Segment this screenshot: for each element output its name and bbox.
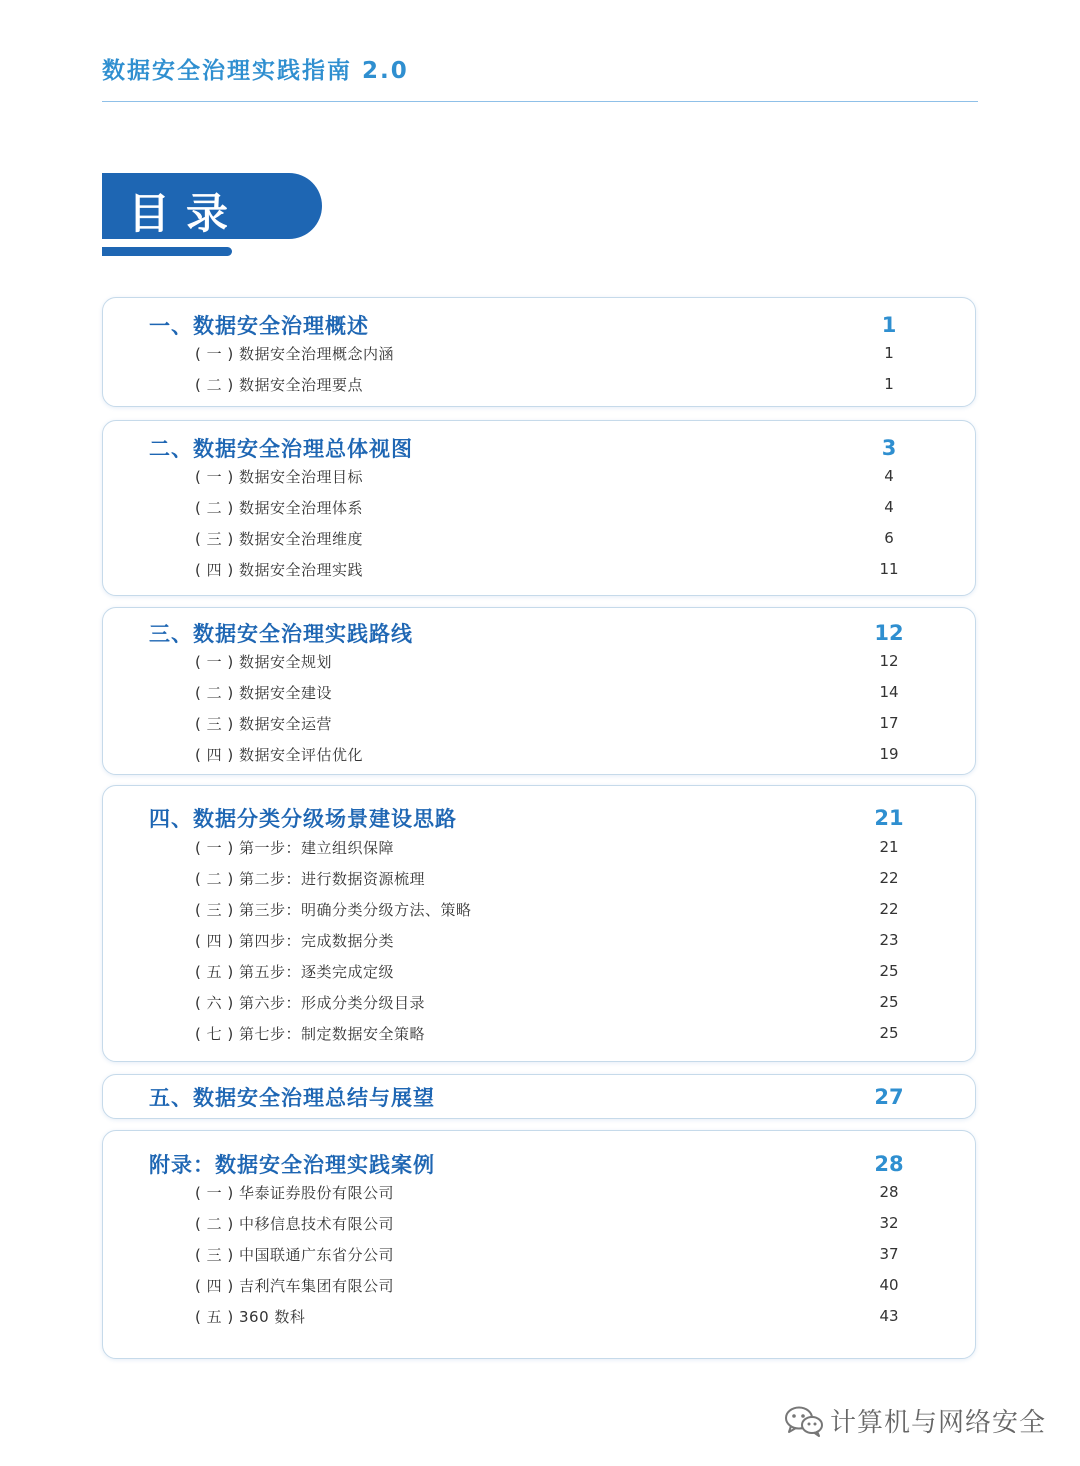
watermark-text: 计算机与网络安全	[830, 1408, 1047, 1438]
toc-entry[interactable]	[149, 1149, 909, 1179]
toc-section-2	[102, 420, 976, 596]
subentry-page-number: 43	[879, 1307, 899, 1325]
doc-title: 数据安全治理实践指南 2.0	[102, 58, 409, 84]
subentry-page-number: 22	[879, 869, 899, 887]
subentry-title: ( 二 ) 数据安全治理要点	[195, 375, 364, 394]
subentry-title: ( 一 ) 数据安全治理概念内涵	[195, 344, 395, 363]
toc-subentry[interactable]	[195, 342, 909, 364]
subentry-title: ( 四 ) 数据安全治理实践	[195, 560, 364, 579]
toc-section-4	[102, 785, 976, 1062]
toc-subentry[interactable]	[195, 743, 909, 765]
toc-entry[interactable]	[149, 1082, 909, 1112]
toc-subentry[interactable]	[195, 496, 909, 518]
subentry-page-number: 21	[879, 838, 899, 856]
subentry-title: ( 一 ) 第一步：建立组织保障	[195, 838, 395, 857]
subentry-title: ( 三 ) 第三步：明确分类分级方法、策略	[195, 900, 472, 919]
toc-subentry[interactable]	[195, 558, 909, 580]
subentry-title: ( 一 ) 华泰证券股份有限公司	[195, 1183, 395, 1202]
subentry-title: ( 二 ) 数据安全治理体系	[195, 498, 364, 517]
subentry-title: ( 四 ) 第四步：完成数据分类	[195, 931, 395, 950]
toc-subentry[interactable]	[195, 991, 909, 1013]
toc-entry[interactable]	[149, 433, 909, 463]
section-page-number: 28	[874, 1152, 904, 1176]
toc-subentry[interactable]	[195, 1181, 909, 1203]
section-page-number: 1	[881, 313, 897, 337]
subentry-page-number: 25	[879, 1024, 899, 1042]
subentry-title: ( 四 ) 吉利汽车集团有限公司	[195, 1276, 395, 1295]
subentry-page-number: 14	[879, 683, 899, 701]
subentry-page-number: 4	[884, 467, 894, 485]
toc-entry[interactable]	[149, 310, 909, 340]
section-title: 五、数据安全治理总结与展望	[149, 1086, 435, 1110]
toc-subentry[interactable]	[195, 867, 909, 889]
subentry-page-number: 17	[879, 714, 899, 732]
subentry-page-number: 11	[879, 560, 899, 578]
toc-subentry[interactable]	[195, 929, 909, 951]
subentry-page-number: 23	[879, 931, 899, 949]
subentry-page-number: 22	[879, 900, 899, 918]
toc-heading: 目录	[128, 189, 245, 238]
section-page-number: 21	[874, 806, 904, 830]
toc-subentry[interactable]	[195, 960, 909, 982]
subentry-title: ( 五 ) 360 数科	[195, 1307, 306, 1326]
wechat-icon	[784, 1405, 824, 1437]
subentry-page-number: 1	[884, 375, 894, 393]
subentry-page-number: 19	[879, 745, 899, 763]
watermark	[784, 1402, 1046, 1439]
toc-subentry[interactable]	[195, 1212, 909, 1234]
toc-subentry[interactable]	[195, 712, 909, 734]
toc-banner	[102, 173, 322, 239]
toc-subentry[interactable]	[195, 1243, 909, 1265]
toc-section-1	[102, 297, 976, 407]
section-title: 二、数据安全治理总体视图	[149, 437, 413, 461]
subentry-page-number: 6	[884, 529, 894, 547]
section-page-number: 12	[874, 621, 904, 645]
toc-subentry[interactable]	[195, 527, 909, 549]
subentry-title: ( 五 ) 第五步：逐类完成定级	[195, 962, 395, 981]
toc-subentry[interactable]	[195, 373, 909, 395]
subentry-title: ( 一 ) 数据安全规划	[195, 652, 333, 671]
section-page-number: 27	[874, 1085, 904, 1109]
toc-section-5	[102, 1074, 976, 1119]
subentry-title: ( 二 ) 第二步：进行数据资源梳理	[195, 869, 426, 888]
section-page-number: 3	[881, 436, 897, 460]
subentry-title: ( 二 ) 中移信息技术有限公司	[195, 1214, 395, 1233]
subentry-page-number: 12	[879, 652, 899, 670]
section-title: 三、数据安全治理实践路线	[149, 622, 413, 646]
toc-section-appendix	[102, 1130, 976, 1359]
toc-subentry[interactable]	[195, 681, 909, 703]
toc-subentry[interactable]	[195, 465, 909, 487]
toc-subentry[interactable]	[195, 898, 909, 920]
subentry-title: ( 一 ) 数据安全治理目标	[195, 467, 364, 486]
section-title: 四、数据分类分级场景建设思路	[149, 807, 457, 831]
toc-banner-underline	[102, 247, 232, 256]
toc-entry[interactable]	[149, 618, 909, 648]
section-title: 附录：数据安全治理实践案例	[149, 1153, 435, 1177]
toc-subentry[interactable]	[195, 650, 909, 672]
toc-subentry[interactable]	[195, 836, 909, 858]
subentry-title: ( 六 ) 第六步：形成分类分级目录	[195, 993, 426, 1012]
subentry-page-number: 25	[879, 962, 899, 980]
subentry-title: ( 二 ) 数据安全建设	[195, 683, 333, 702]
subentry-title: ( 三 ) 中国联通广东省分公司	[195, 1245, 395, 1264]
toc-section-3	[102, 607, 976, 775]
subentry-page-number: 4	[884, 498, 894, 516]
subentry-page-number: 37	[879, 1245, 899, 1263]
subentry-page-number: 28	[879, 1183, 899, 1201]
subentry-page-number: 32	[879, 1214, 899, 1232]
header-divider	[102, 101, 978, 102]
subentry-page-number: 40	[879, 1276, 899, 1294]
subentry-title: ( 四 ) 数据安全评估优化	[195, 745, 364, 764]
subentry-page-number: 1	[884, 344, 894, 362]
subentry-title: ( 七 ) 第七步：制定数据安全策略	[195, 1024, 426, 1043]
subentry-title: ( 三 ) 数据安全治理维度	[195, 529, 364, 548]
section-title: 一、数据安全治理概述	[149, 314, 369, 338]
toc-subentry[interactable]	[195, 1022, 909, 1044]
toc-subentry[interactable]	[195, 1274, 909, 1296]
toc-entry[interactable]	[149, 803, 909, 833]
subentry-page-number: 25	[879, 993, 899, 1011]
subentry-title: ( 三 ) 数据安全运营	[195, 714, 333, 733]
toc-subentry[interactable]	[195, 1305, 909, 1327]
